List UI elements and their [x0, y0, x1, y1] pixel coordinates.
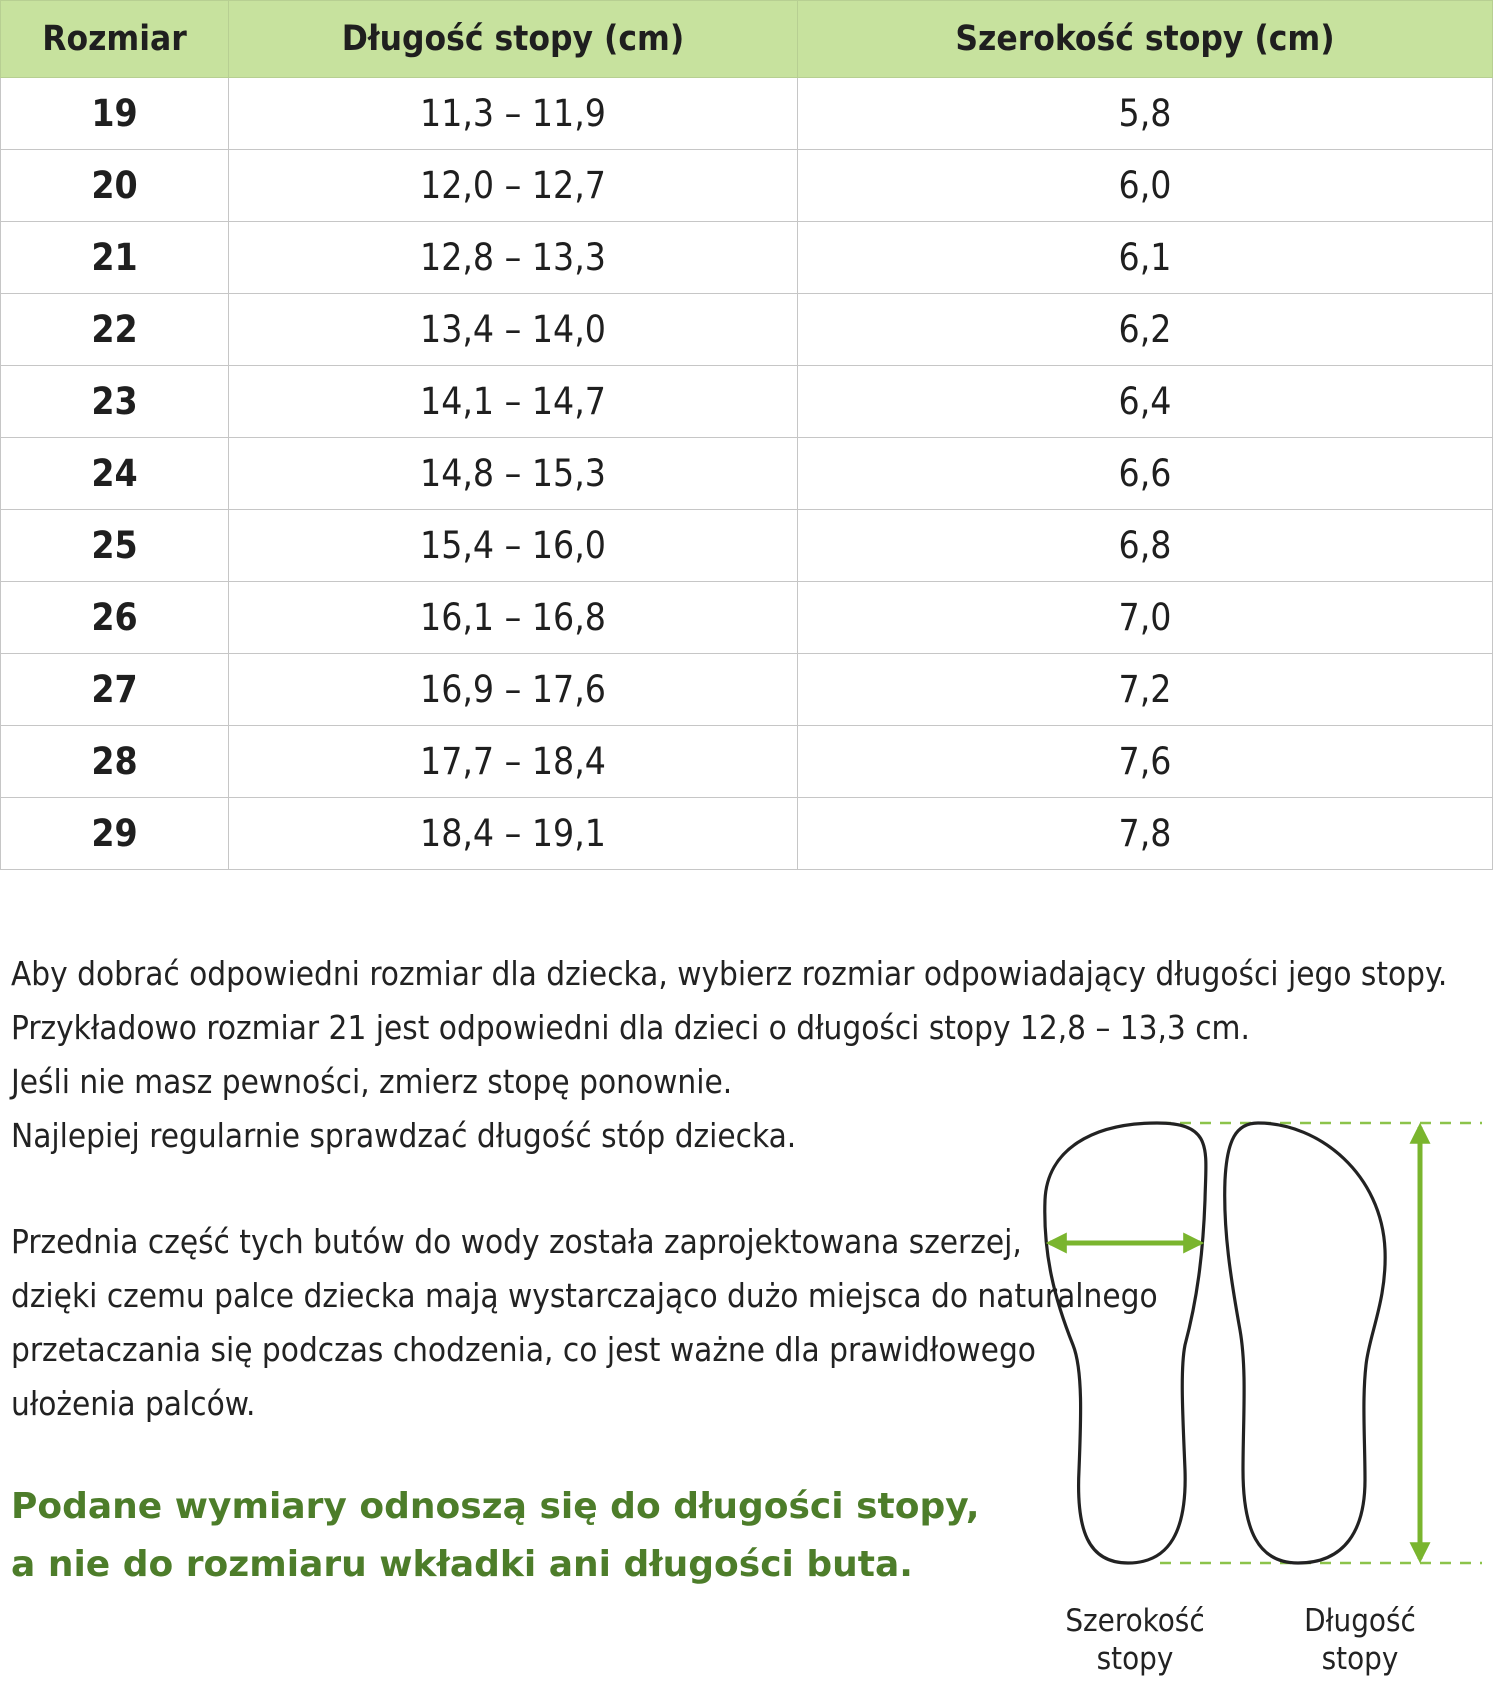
table-row — [1, 150, 1493, 222]
foot-width-label-line: stopy — [1096, 1641, 1174, 1677]
length-cell: 12,0 – 12,7 — [229, 150, 798, 222]
table-row — [1, 366, 1493, 438]
size-cell: 21 — [1, 222, 229, 294]
size-cell: 23 — [1, 366, 229, 438]
size-cell: 24 — [1, 438, 229, 510]
length-cell: 15,4 – 16,0 — [229, 510, 798, 582]
size-cell: 22 — [1, 294, 229, 366]
size-cell: 25 — [1, 510, 229, 582]
length-cell: 13,4 – 14,0 — [229, 294, 798, 366]
foot-length-label — [1275, 1602, 1445, 1678]
table-row — [1, 78, 1493, 150]
length-cell: 18,4 – 19,1 — [229, 798, 798, 870]
length-cell: 12,8 – 13,3 — [229, 222, 798, 294]
length-cell: 16,1 – 16,8 — [229, 582, 798, 654]
left-footprint — [1045, 1123, 1206, 1563]
size-cell: 19 — [1, 78, 229, 150]
length-cell: 14,8 – 15,3 — [229, 438, 798, 510]
instruction-line: Jeśli nie masz pewności, zmierz stopę ponownie. — [11, 1062, 733, 1101]
design-note-line: Przednia część tych butów do wody została zaprojektowana szerzej, — [11, 1222, 1022, 1261]
instruction-line: Aby dobrać odpowiedni rozmiar dla dziecka, wybierz rozmiar odpowiadający długości jego stopy. — [11, 954, 1448, 993]
size-cell: 29 — [1, 798, 229, 870]
length-cell: 16,9 – 17,6 — [229, 654, 798, 726]
instruction-line: Najlepiej regularnie sprawdzać długość stóp dziecka. — [11, 1116, 797, 1155]
foot-length-label-line: Długość — [1304, 1603, 1416, 1639]
foot-width-label-line: Szerokość — [1065, 1603, 1205, 1639]
table-row — [1, 582, 1493, 654]
table-row — [1, 438, 1493, 510]
foot-length-label-line: stopy — [1321, 1641, 1399, 1677]
foot-width-label — [1040, 1602, 1230, 1678]
table-row — [1, 222, 1493, 294]
width-cell: 6,1 — [798, 222, 1493, 294]
length-cell: 11,3 – 11,9 — [229, 78, 798, 150]
width-cell: 7,0 — [798, 582, 1493, 654]
table-row — [1, 510, 1493, 582]
design-note-text — [11, 1215, 1158, 1431]
right-footprint — [1225, 1123, 1385, 1563]
width-cell: 7,6 — [798, 726, 1493, 798]
header-foot-length: Długość stopy (cm) — [229, 1, 798, 78]
highlight-note — [11, 1478, 980, 1594]
width-cell: 6,4 — [798, 366, 1493, 438]
table-header-row — [1, 1, 1493, 78]
width-cell: 7,8 — [798, 798, 1493, 870]
highlight-note-line: Podane wymiary odnoszą się do długości stopy, — [11, 1486, 980, 1527]
size-cell: 27 — [1, 654, 229, 726]
size-cell: 20 — [1, 150, 229, 222]
size-cell: 28 — [1, 726, 229, 798]
design-note-line: ułożenia palców. — [11, 1384, 256, 1423]
length-cell: 14,1 – 14,7 — [229, 366, 798, 438]
table-row — [1, 726, 1493, 798]
width-cell: 6,8 — [798, 510, 1493, 582]
table-row — [1, 798, 1493, 870]
width-cell: 5,8 — [798, 78, 1493, 150]
foot-measurement-diagram — [1020, 1100, 1500, 1580]
width-cell: 6,2 — [798, 294, 1493, 366]
header-size: Rozmiar — [1, 1, 229, 78]
width-cell: 6,6 — [798, 438, 1493, 510]
size-cell: 26 — [1, 582, 229, 654]
length-cell: 17,7 – 18,4 — [229, 726, 798, 798]
table-row — [1, 294, 1493, 366]
design-note-line: dzięki czemu palce dziecka mają wystarczająco dużo miejsca do naturalnego — [11, 1276, 1158, 1315]
table-row — [1, 654, 1493, 726]
instruction-line: Przykładowo rozmiar 21 jest odpowiedni dla dzieci o długości stopy 12,8 – 13,3 cm. — [11, 1008, 1250, 1047]
width-cell: 6,0 — [798, 150, 1493, 222]
width-cell: 7,2 — [798, 654, 1493, 726]
header-foot-width: Szerokość stopy (cm) — [798, 1, 1493, 78]
highlight-note-line: a nie do rozmiaru wkładki ani długości buta. — [11, 1544, 913, 1585]
design-note-line: przetaczania się podczas chodzenia, co jest ważne dla prawidłowego — [11, 1330, 1036, 1369]
